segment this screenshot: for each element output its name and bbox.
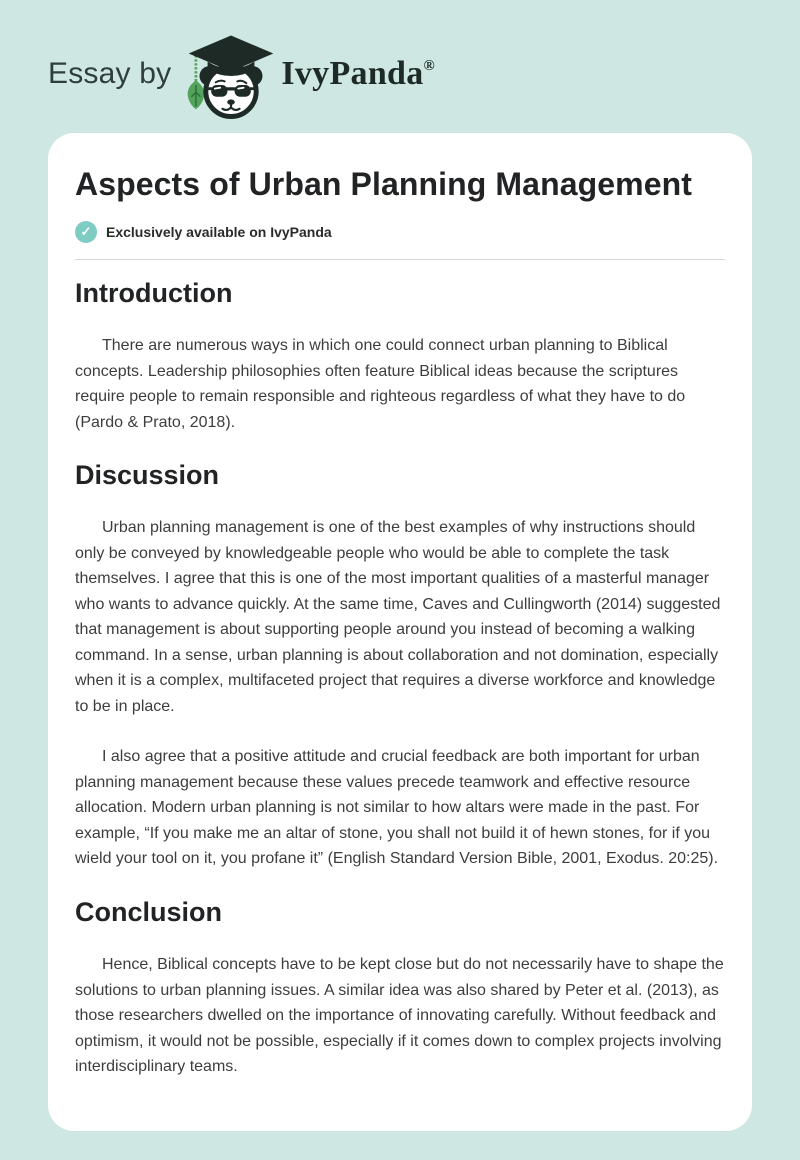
checkmark-icon: ✓: [75, 221, 97, 243]
paragraph-introduction-1: There are numerous ways in which one could connect urban planning to Biblical concepts. Leadership philosophies often feature Biblical ideas because the scriptures require people to remain responsible and righteous regardless of what they have to do (Pardo & Prato, 2018).: [75, 337, 686, 431]
brand-text: IvyPanda: [281, 55, 424, 92]
ivypanda-logo-icon: [185, 31, 277, 121]
brand-name: [281, 55, 435, 93]
glasses-right-lens: [235, 85, 251, 97]
section-heading-conclusion: Conclusion: [75, 896, 222, 927]
section-heading-discussion: Discussion: [75, 460, 220, 491]
exclusive-badge: [75, 221, 725, 243]
registered-mark: ®: [423, 58, 436, 74]
badge-label: Exclusively available on IvyPanda: [106, 224, 332, 241]
glasses-left-lens: [212, 85, 228, 97]
graduation-cap-icon: [189, 36, 274, 72]
glasses-arm-left: [206, 87, 212, 90]
glasses-arm-right: [250, 87, 256, 90]
paragraph-discussion-1: Urban planning management is one of the best examples of why instructions should only be conveyed by knowledgeable people who would be able to complete the task themselves. I agree that this is one of the most important qualities of a masterful manager who wants to advance quickly. At the same time, Caves and Cullingworth (2014) suggested that management is about supporting people around you instead of becoming a walking command. In a sense, urban planning is about collaboration and not domination, especially when it is a complex, multifaceted project that requires a diverse workforce and knowledge to be in place.: [75, 519, 721, 715]
page-title: Aspects of Urban Planning Management: [75, 166, 693, 202]
essay-card: [48, 133, 752, 1131]
section-heading-introduction: Introduction: [75, 278, 233, 309]
site-header: [0, 0, 800, 118]
divider: [75, 259, 725, 260]
essay-by-label: Essay by: [48, 57, 172, 90]
paragraph-discussion-2: I also agree that a positive attitude and crucial feedback are both important for urban planning management because these values precede teamwork and effective resource allocation. Modern urban planning is not similar to how altars were made in the past. For example, “If you make me an altar of stone, you shall not build it of hewn stones, for if you wield your tool on it, you profane it” (English Standard Version Bible, 2001, Exodus. 20:25).: [75, 748, 719, 868]
glasses-bridge: [226, 87, 237, 90]
paragraph-conclusion-1: Hence, Biblical concepts have to be kept close but do not necessarily have to shape the solutions to urban planning issues. A similar idea was also shared by Peter et al. (2013), as those researchers dwelled on the importance of innovating carefully. Without feedback and optimism, it would not be possible, especially if it comes down to complex projects involving interdisciplinary teams.: [75, 956, 724, 1076]
